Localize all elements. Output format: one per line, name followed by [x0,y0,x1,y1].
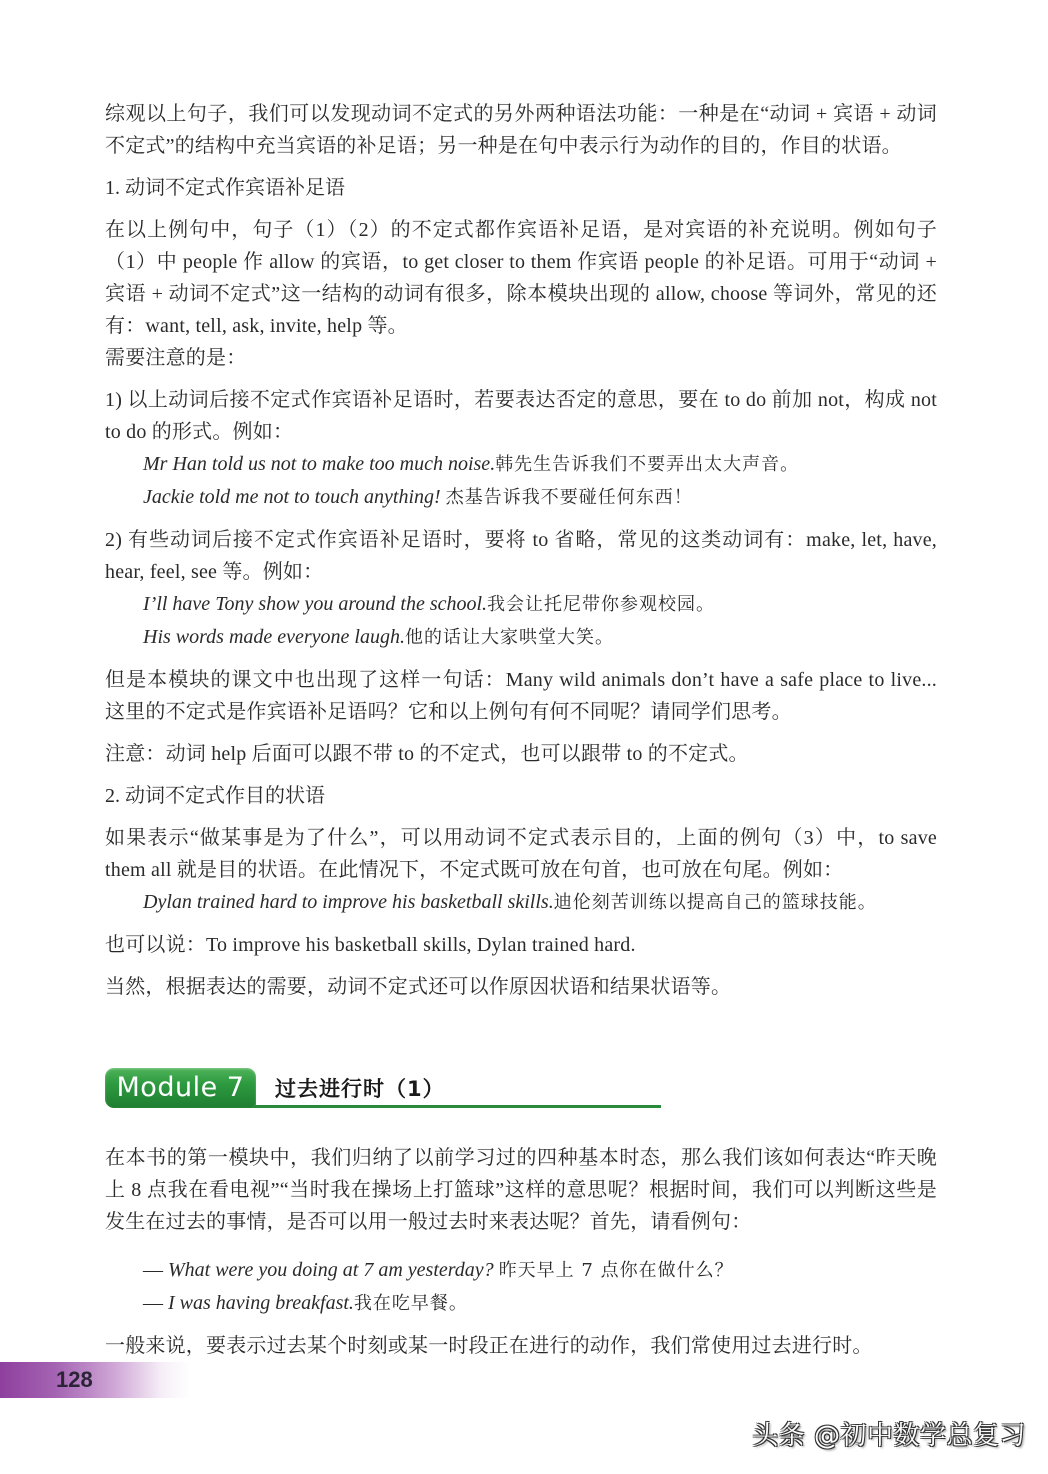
dialog-chinese: 昨天早上 7 点你在做什么？ [498,1260,734,1281]
example-chinese: 韩先生告诉我们不要弄出太大声音。 [495,454,800,475]
example-english: I’ll have Tony show you around the school. [143,593,488,615]
dialog-chinese: 我在吃早餐。 [353,1293,468,1314]
section-2-paragraph: 如果表示“做某事是为了什么”，可以用动词不定式表示目的，上面的例句（3）中，to save them all 就是目的状语。在此情况下，不定式既可放在句首，也可放在句尾。例如： [105,827,937,881]
help-note: 注意：动词 help 后面可以跟不带 to 的不定式，也可以跟带 to 的不定式。 [105,743,749,765]
example-chinese: 他的话让大家哄堂大笑。 [405,627,614,648]
dialog-dash: — [143,1259,163,1281]
conclusion-paragraph: 当然，根据表达的需要，动词不定式还可以作原因状语和结果状语等。 [105,976,732,998]
question-paragraph: 但是本模块的课文中也出现了这样一句话：Many wild animals don’t have a safe place to live... 这里的不定式是作宾语补足语吗？它和以上例句有何不同呢？请同学们思考。 [105,669,937,723]
example-list-3 [105,886,937,919]
section-2-heading: 2. 动词不定式作目的状语 [105,785,325,807]
module-header [105,1068,661,1108]
example-english: Mr Han told us not to make too much noise. [143,453,496,475]
example-english: Dylan trained hard to improve his basketball skills. [143,891,554,913]
section-1-paragraph: 在以上例句中，句子（1）（2）的不定式都作宾语补足语，是对宾语的补充说明。例如句子（1）中 people 作 allow 的宾语，to get closer to them 作宾语 people 的补足语。可用于“动词 + 宾语 + 动词不定式”这一结构的动词有很多，除本模块出现的 allow, choose 等词外，常见的还有：want, tell, ask, invite, help 等。 [105,219,937,337]
module-badge: Module 7 [105,1068,256,1108]
dialog-english: What were you doing at 7 am yesterday? [168,1259,494,1281]
dialog-line [143,1287,937,1320]
example-sentence [143,886,937,919]
grammar-content [105,98,937,1013]
point-2: 2) 有些动词后接不定式作宾语补足语时，要将 to 省略，常见的这类动词有：make, let, have, hear, feel, see 等。例如： [105,529,937,583]
module-summary: 一般来说，要表示过去某个时刻或某一时段正在进行的动作，我们常使用过去进行时。 [105,1335,873,1357]
example-chinese: 迪伦刻苦训练以提高自己的篮球技能。 [553,892,877,913]
section-1-heading: 1. 动词不定式作宾语补足语 [105,177,345,199]
example-list-1 [105,448,937,514]
point-1: 1) 以上动词后接不定式作宾语补足语时，若要表达否定的意思，要在 to do 前加 not，构成 not to do 的形式。例如： [105,389,937,443]
note-label: 需要注意的是： [105,347,247,369]
module-title: 过去进行时（1） [275,1077,445,1101]
module-intro: 在本书的第一模块中，我们归纳了以前学习过的四种基本时态，那么我们该如何表达“昨天晚上 8 点我在看电视”“当时我在操场上打篮球”这样的意思呢？根据时间，我们可以判断这些是发生在过去的事情，是否可以用一般过去时来表达呢？首先，请看例句： [105,1147,937,1233]
example-english: Jackie told me not to touch anything! [143,486,441,508]
example-english: His words made everyone laugh. [143,626,405,648]
example-chinese: 我会让托尼带你参观校园。 [487,594,716,615]
dialog-line [143,1254,937,1287]
example-chinese: 杰基告诉我不要碰任何东西！ [445,487,693,508]
example-sentence [143,621,937,654]
module-underline [253,1105,661,1108]
example-sentence [143,481,937,514]
watermark: 头条 @初中数学总复习 [752,1421,1026,1451]
intro-paragraph: 综观以上句子，我们可以发现动词不定式的另外两种语法功能：一种是在“动词 + 宾语 + 动词不定式”的结构中充当宾语的补足语；另一种是在句中表示行为动作的目的，作目的状语。 [105,103,937,157]
example-sentence [143,588,937,621]
page-number-bar [0,1362,190,1398]
dialog-english: I was having breakfast. [168,1292,354,1314]
module-content [105,1142,937,1372]
page-number: 128 [56,1367,93,1392]
example-sentence [143,448,937,481]
alternative-sentence: 也可以说：To improve his basketball skills, Dylan trained hard. [105,934,636,956]
example-list-2 [105,588,937,654]
dialog-dash: — [143,1292,163,1314]
